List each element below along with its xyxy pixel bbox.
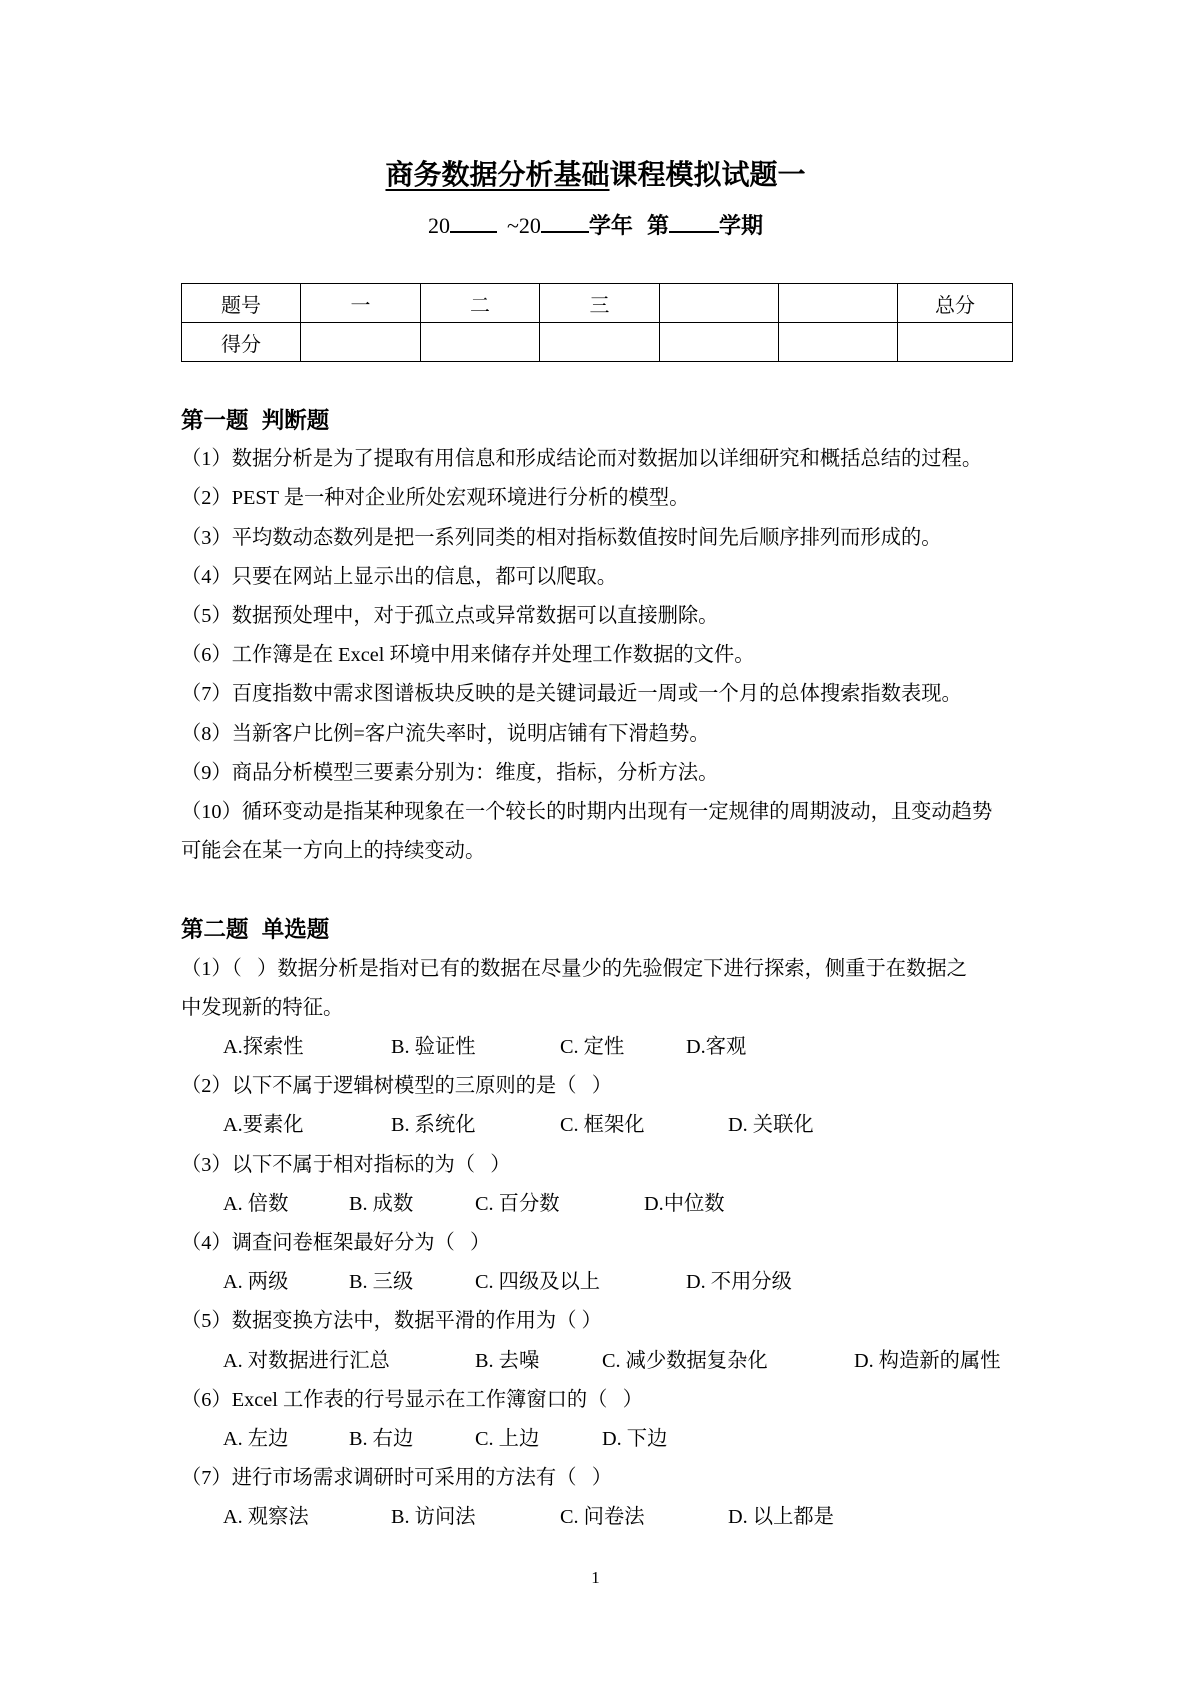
judgment-item-10 — [181, 793, 1012, 871]
judgment-item-4: （4）只要在网站上显示出的信息，都可以爬取。 — [181, 565, 618, 588]
question-5-option-a: A. 对数据进行汇总 — [223, 1349, 390, 1372]
exam-title-underlined: 商务数据分析基础 — [385, 159, 610, 190]
judgment-item-10-line-2: 可能会在某一方向上的持续变动。 — [181, 840, 486, 863]
question-3-option-a: A. 倍数 — [223, 1192, 289, 1215]
header-cell-total: 总分 — [898, 284, 1013, 323]
question-6-option-b: B. 右边 — [349, 1427, 414, 1450]
question-2-option-c: C. 框架化 — [560, 1114, 645, 1137]
score-table — [181, 283, 1013, 362]
question-2-stem: （2）以下不属于逻辑树模型的三原则的是（ ） — [181, 1075, 612, 1098]
question-6-option-d: D. 下边 — [602, 1427, 668, 1450]
judgment-item-10-line-1: （10）循环变动是指某种现象在一个较长的时期内出现有一定规律的周期波动，且变动趋势 — [181, 800, 993, 823]
choice-question-5 — [181, 1302, 1012, 1380]
header-cell-part-1: 一 — [301, 284, 421, 323]
section-spacer — [181, 871, 1012, 910]
question-4-option-b: B. 三级 — [349, 1271, 414, 1294]
question-5-option-c: C. 减少数据复杂化 — [602, 1349, 768, 1372]
question-1-option-d: D.客观 — [686, 1036, 747, 1058]
judgment-item-8: （8）当新客户比例=客户流失率时，说明店铺有下滑趋势。 — [181, 722, 710, 745]
exam-title — [0, 155, 1191, 195]
question-3-options — [181, 1185, 1012, 1224]
question-4-option-d: D. 不用分级 — [686, 1271, 792, 1294]
question-4-stem: （4）调查问卷框架最好分为（ ） — [181, 1231, 491, 1254]
question-7-options — [181, 1498, 1012, 1537]
question-7-stem: （7）进行市场需求调研时可采用的方法有（ ） — [181, 1467, 612, 1490]
year-end-prefix: ~20 — [507, 213, 541, 238]
academic-term-line — [0, 210, 1191, 242]
judgment-item-6: （6）工作簿是在 Excel 环境中用来储存并处理工作数据的文件。 — [181, 644, 755, 667]
year-label: 学年 — [588, 213, 633, 238]
score-cell — [660, 323, 779, 362]
choice-question-3 — [181, 1146, 1012, 1224]
question-1-option-c: C. 定性 — [560, 1036, 625, 1058]
section-1-heading: 第一题 判断题 — [181, 408, 330, 433]
choice-question-2 — [181, 1067, 1012, 1145]
question-6-option-c: C. 上边 — [475, 1427, 540, 1450]
exam-title-rest: 课程模拟试题一 — [609, 159, 806, 190]
score-cell — [540, 323, 660, 362]
question-6-stem: （6）Excel 工作表的行号显示在工作簿窗口的（ ） — [181, 1388, 643, 1411]
term-blank — [669, 213, 719, 233]
question-7-option-b: B. 访问法 — [391, 1506, 476, 1529]
score-row-label: 得分 — [182, 323, 301, 362]
question-4-option-c: C. 四级及以上 — [475, 1271, 601, 1294]
question-4-options — [181, 1263, 1012, 1302]
question-7-option-d: D. 以上都是 — [728, 1506, 834, 1529]
year-start-prefix: 20 — [428, 213, 451, 238]
judgment-item-2: （2）PEST 是一种对企业所处宏观环境进行分析的模型。 — [181, 487, 690, 510]
question-1-option-a: A.探索性 — [223, 1036, 304, 1058]
question-7-option-c: C. 问卷法 — [560, 1506, 645, 1529]
question-6-option-a: A. 左边 — [223, 1427, 289, 1450]
score-cell-total — [898, 323, 1013, 362]
question-5-options — [181, 1342, 1012, 1381]
question-5-stem: （5）数据变换方法中，数据平滑的作用为（ ） — [181, 1310, 602, 1333]
exam-body — [181, 401, 1012, 1537]
question-3-option-d: D.中位数 — [644, 1192, 725, 1215]
question-2-option-b: B. 系统化 — [391, 1114, 476, 1137]
choice-question-6 — [181, 1381, 1012, 1459]
header-cell-part-2: 二 — [421, 284, 540, 323]
question-2-option-d: D. 关联化 — [728, 1114, 814, 1137]
question-6-options — [181, 1420, 1012, 1459]
question-2-option-a: A.要素化 — [223, 1114, 304, 1137]
question-3-option-b: B. 成数 — [349, 1192, 414, 1215]
score-cell — [421, 323, 540, 362]
score-cell — [301, 323, 421, 362]
judgment-item-7: （7）百度指数中需求图谱板块反映的是关键词最近一周或一个月的总体搜索指数表现。 — [181, 683, 962, 706]
question-1-stem-line-2: 中发现新的特征。 — [181, 996, 344, 1019]
question-4-option-a: A. 两级 — [223, 1271, 289, 1294]
question-3-option-c: C. 百分数 — [475, 1192, 560, 1215]
header-cell-empty-2 — [779, 284, 898, 323]
term-label: 学期 — [718, 213, 763, 238]
year-start-blank — [450, 213, 497, 233]
question-3-stem: （3）以下不属于相对指标的为（ ） — [181, 1153, 511, 1176]
choice-question-7 — [181, 1459, 1012, 1537]
header-cell-empty-1 — [660, 284, 779, 323]
page-number: 1 — [591, 1568, 600, 1587]
judgment-item-1: （1）数据分析是为了提取有用信息和形成结论而对数据加以详细研究和概括总结的过程。 — [181, 448, 983, 471]
choice-question-4 — [181, 1224, 1012, 1302]
question-7-option-a: A. 观察法 — [223, 1506, 309, 1529]
question-2-options — [181, 1106, 1012, 1145]
term-prefix: 第 — [646, 213, 669, 238]
question-5-option-b: B. 去噪 — [475, 1349, 540, 1372]
score-table-score-row — [182, 323, 1013, 362]
choice-question-1 — [181, 950, 1012, 1068]
header-cell-question-no: 题号 — [182, 284, 301, 323]
judgment-item-5: （5）数据预处理中，对于孤立点或异常数据可以直接删除。 — [181, 604, 719, 627]
question-1-option-b: B. 验证性 — [391, 1036, 476, 1058]
header-cell-part-3: 三 — [540, 284, 660, 323]
judgment-item-9: （9）商品分析模型三要素分别为：维度，指标，分析方法。 — [181, 761, 719, 784]
year-end-blank — [541, 213, 589, 233]
question-1-stem-line-1: （1）（ ）数据分析是指对已有的数据在尽量少的先验假定下进行探索，侧重于在数据之 — [181, 957, 967, 980]
question-1-options — [181, 1028, 1012, 1067]
section-2-heading: 第二题 单选题 — [181, 917, 330, 943]
question-5-option-d: D. 构造新的属性 — [854, 1349, 1001, 1372]
score-table-header-row — [182, 284, 1013, 323]
judgment-item-3: （3）平均数动态数列是把一系列同类的相对指标数值按时间先后顺序排列而形成的。 — [181, 526, 942, 549]
score-cell — [779, 323, 898, 362]
